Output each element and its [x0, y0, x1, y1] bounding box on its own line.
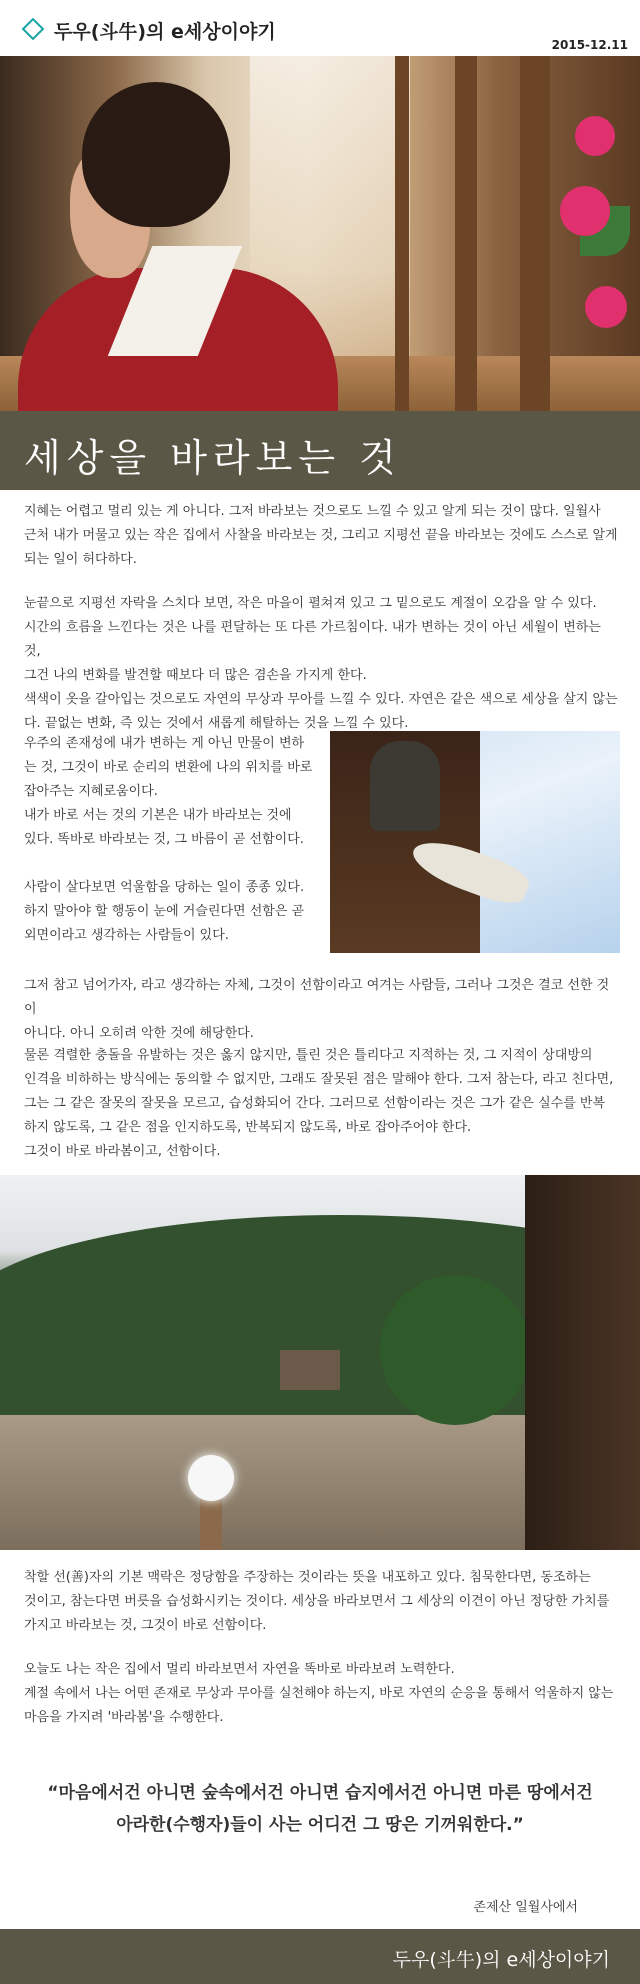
- page-title: 세상을 바라보는 것: [24, 436, 402, 480]
- paragraph-1: 지혜는 어렵고 멀리 있는 게 아니다. 그저 바라보는 것으로도 느낄 수 있고 알게 되는 것이 많다. 일월사 근처 내가 머물고 있는 작은 집에서 사찰을 바라보는 것, 그리고 지평선 끝을 바라보는 것에도 스스로 알게 되는 일이 허다하다.: [24, 504, 618, 567]
- paragraph-8: 오늘도 나는 작은 집에서 멀리 바라보면서 자연을 똑바로 바라보려 노력한다. 계절 속에서 나는 어떤 존재로 무상과 무아를 실천해야 하는지, 바로 자연의 순응을 통해서 억울하지 않는 마음을 가지려 '바라봄'을 수행한다.: [24, 1662, 614, 1725]
- diamond-logo-icon: [22, 18, 44, 40]
- quote: “마음에서건 아니면 숲속에서건 아니면 습지에서건 아니면 마른 땅에서건 아라한(수행자)들이 사는 어디건 그 땅은 기꺼워한다.”: [47, 1783, 593, 1835]
- post-date: 2015-12.11: [551, 38, 628, 52]
- paragraph-5: 그저 참고 넘어가자, 라고 생각하는 자체, 그것이 선함이라고 여겨는 사람들, 그러나 그것은 결코 선한 것이 아니다. 아니 오히려 악한 것에 해당한다.: [24, 978, 610, 1041]
- wind-bell-photo: [330, 731, 620, 953]
- title-band: [0, 411, 640, 490]
- hero-photo: [0, 56, 640, 411]
- paragraph-6: 물론 격렬한 충돌을 유발하는 것은 옳지 않지만, 틀린 것은 틀리다고 지적하는 것, 그 지적이 상대방의 인격을 비하하는 방식에는 동의할 수 없지만, 그래도 잘못된 점은 말해야 한다. 그저 참는다, 라고 친다면, 그는 그 같은 잘못의 잘못을 모르고, 습성화되어 간다. 그러므로 선함이라는 것은 그가 같은 실수를 반복 하지 않도록, 그 같은 점을 인지하도록, 반복되지 않도록, 바로 잡아주어야 한다. 그것이 바로 바라봄이고, 선함이다.: [24, 1048, 614, 1159]
- paragraph-4: 사람이 살다보면 억울함을 당하는 일이 종종 있다. 하지 말아야 할 행동이 눈에 거슬린다면 선함은 곧 외면이라고 생각하는 사람들이 있다.: [24, 880, 305, 943]
- paragraph-2: 눈끝으로 지평선 자락을 스치다 보면, 작은 마을이 펼쳐져 있고 그 밑으로도 계절이 오감을 알 수 있다. 시간의 흐름을 느낀다는 것은 나를 편달하는 또 다른 가르침이다. 내가 변하는 것이 아닌 세월이 변하는 것, 그건 나의 변화를 발견할 때보다 더 많은 겸손을 가지게 한다. 색색이 옷을 갈아입는 것으로도 자연의 무상과 무아를 느낄 수 있다. 자연은 같은 색으로 세상을 살지 않는 다. 끝없는 변화, 즉 있는 것에서 새롭게 해탈하는 것을 느낄 수 있다.: [24, 596, 618, 731]
- paragraph-7: 착할 선(善)자의 기본 맥락은 정당함을 주장하는 것이라는 뜻을 내포하고 있다. 침묵한다면, 동조하는 것이고, 참는다면 버릇을 습성화시키는 것이다. 세상을 바라보면서 그 세상의 이견이 아닌 정당한 가치를 가지고 바라보는 것, 그것이 바로 선함이다.: [24, 1570, 610, 1633]
- paragraph-3: 우주의 존재성에 내가 변하는 게 아닌 만물이 변하 는 것, 그것이 바로 순리의 변환에 나의 위치를 바로 잡아주는 지혜로움이다. 내가 바로 서는 것의 기본은 내가 바라보는 것에 있다. 똑바로 바라보는 것, 그 바름이 곧 선함이다.: [24, 736, 313, 847]
- mountain-village-photo: [0, 1175, 640, 1550]
- header: [0, 0, 640, 56]
- footer: [0, 1929, 640, 1984]
- signature: 존제산 일월사에서: [473, 1900, 578, 1915]
- footer-title: 두우(斗牛)의 e세상이야기: [392, 1949, 610, 1971]
- site-title: 두우(斗牛)의 e세상이야기: [54, 21, 276, 43]
